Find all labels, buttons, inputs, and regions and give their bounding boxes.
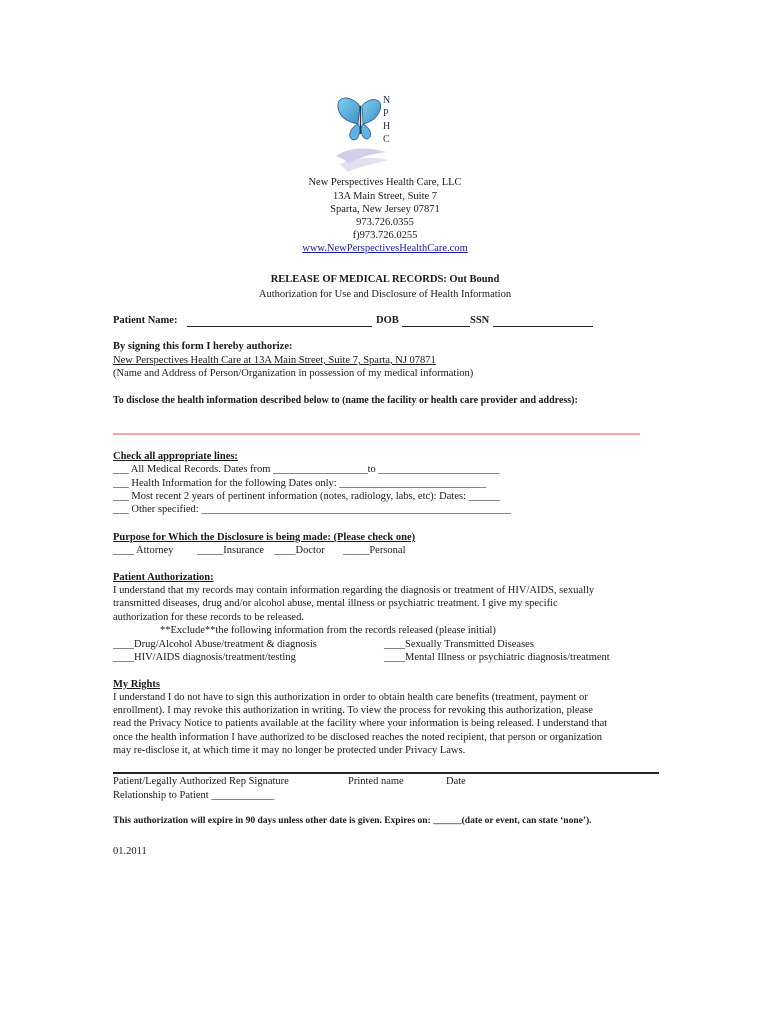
my-rights-heading: My Rights	[113, 679, 160, 690]
authorized-entity: New Perspectives Health Care at 13A Main Street, Suite 7, Sparta, NJ 07871	[113, 355, 436, 366]
company-name: New Perspectives Health Care, LLC	[308, 177, 462, 188]
exclude-hiv-aids[interactable]: ____HIV/AIDS diagnosis/treatment/testing	[113, 652, 296, 663]
check-lines-heading: Check all appropriate lines:	[113, 451, 238, 462]
signature-label: Patient/Legally Authorized Rep Signature	[113, 776, 289, 787]
check-line-recent-2-years[interactable]: ___ Most recent 2 years of pertinent information (notes, radiology, labs, etc): Dates: ______	[113, 491, 501, 502]
logo	[330, 94, 420, 174]
form-title: RELEASE OF MEDICAL RECORDS: Out Bound	[270, 274, 500, 285]
dob-field[interactable]	[402, 326, 470, 327]
company-website-link[interactable]: www.NewPerspectivesHealthCare.com	[302, 243, 468, 254]
printed-name-label: Printed name	[348, 776, 404, 787]
form-version: 01.2011	[113, 846, 147, 857]
patient-authorization-text-3: authorization for these records to be released.	[113, 612, 304, 623]
my-rights-text-1: I understand I do not have to sign this authorization in order to obtain health care benefits (treatment, payment or	[113, 692, 588, 703]
dob-label: DOB	[376, 315, 399, 326]
exclude-drug-alcohol[interactable]: ____Drug/Alcohol Abuse/treatment & diagnosis	[113, 639, 317, 650]
logo-letters	[383, 94, 390, 146]
ssn-field[interactable]	[493, 326, 593, 327]
check-line-other[interactable]: ___ Other specified: ___________________________________________________________	[113, 504, 512, 515]
company-phone: 973.726.0355	[356, 217, 414, 228]
ssn-label: SSN	[470, 315, 490, 326]
check-line-dates-only[interactable]: ___ Health Information for the following Dates only: ____________________________	[113, 478, 487, 489]
authorize-heading: By signing this form I hereby authorize:	[113, 341, 293, 352]
logo-letter-p: P	[383, 108, 389, 119]
patient-authorization-heading: Patient Authorization:	[113, 572, 214, 583]
expiry-statement: This authorization will expire in 90 days unless other date is given. Expires on: ______(date or event, can state ‘none’).	[113, 816, 592, 826]
patient-authorization-text-1: I understand that my records may contain information regarding the diagnosis or treatment of HIV/AIDS, sexually	[113, 585, 595, 596]
exclude-instructions: **Exclude**the following information from the records released (please initial)	[160, 625, 496, 636]
purpose-heading: Purpose for Which the Disclosure is being made: (Please check one)	[113, 532, 416, 543]
relationship-field[interactable]: Relationship to Patient ____________	[113, 790, 275, 801]
disclose-to-label: To disclose the health information described below to (name the facility or health care provider and address):	[113, 395, 578, 406]
patient-name-label: Patient Name:	[113, 315, 178, 326]
check-line-all-records[interactable]: ___ All Medical Records. Dates from __________________to _______________________	[113, 464, 500, 475]
butterfly-icon	[330, 94, 390, 174]
form-subtitle: Authorization for Use and Disclosure of Health Information	[258, 289, 512, 300]
company-street: 13A Main Street, Suite 7	[332, 191, 438, 202]
company-fax: f)973.726.0255	[352, 230, 418, 241]
authorized-entity-note: (Name and Address of Person/Organization in possession of my medical information)	[113, 368, 474, 379]
my-rights-text-2: enrollment). I may revoke this authorization in writing. To view the process for revoking this authorization, please	[113, 705, 593, 716]
exclude-mental-illness[interactable]: ____Mental Illness or psychiatric diagnosis/treatment	[384, 652, 610, 663]
purpose-options[interactable]: ____ Attorney _____Insurance ____Doctor _____Personal	[113, 545, 406, 556]
patient-authorization-text-2: transmitted diseases, drug and/or alcohol abuse, mental illness or psychiatric treatment. I give my specific	[113, 598, 558, 609]
signature-date-label: Date	[446, 776, 466, 787]
my-rights-text-5: may re-disclose it, at which time it may no longer be protected under Privacy Laws.	[113, 745, 466, 756]
my-rights-text-4: once the health information I have authorized to be disclosed reaches the noted recipient, that person or organization	[113, 732, 603, 743]
exclude-std[interactable]: ____Sexually Transmitted Diseases	[384, 639, 534, 650]
signature-line[interactable]	[113, 772, 659, 774]
logo-letter-h: H	[383, 121, 391, 132]
logo-letter-n: N	[383, 95, 391, 106]
company-city: Sparta, New Jersey 07871	[330, 204, 440, 215]
logo-letter-c: C	[383, 134, 390, 145]
patient-name-field[interactable]	[187, 326, 372, 327]
disclose-to-field[interactable]	[113, 433, 640, 435]
company-website-row	[0, 243, 770, 254]
my-rights-text-3: read the Privacy Notice to patients available at the facility where your information is being released. I understand that	[113, 718, 608, 729]
